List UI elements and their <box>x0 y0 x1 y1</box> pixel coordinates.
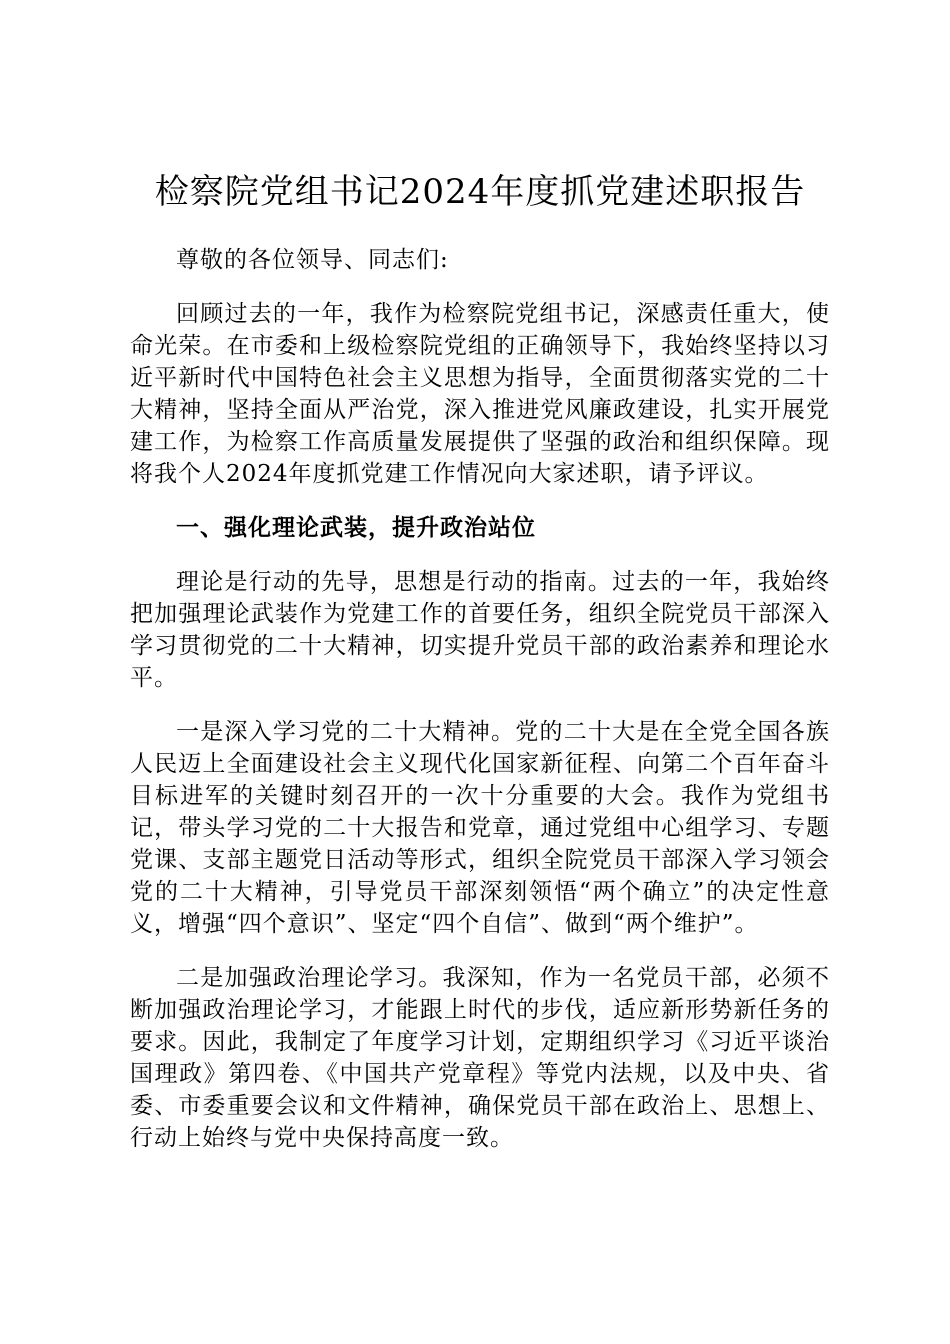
document-page <box>130 168 830 1176</box>
intro-paragraph: 回顾过去的一年，我作为检察院党组书记，深感责任重大，使命光荣。在市委和上级检察院党组的正确领导下，我始终坚持以习近平新时代中国特色社会主义思想为指导，全面贯彻落实党的二十大精神，坚持全面从严治党，深入推进党风廉政建设，扎实开展党建工作，为检察工作高质量发展提供了坚强的政治和组织保障。现将我个人2024年度抓党建工作情况向大家述职，请予评议。 <box>130 301 830 487</box>
salutation: 尊敬的各位领导、同志们: <box>176 247 449 273</box>
section-heading: 一、强化理论武装，提升政治站位 <box>176 515 536 541</box>
section-paragraph: 二是加强政治理论学习。我深知，作为一名党员干部，必须不断加强政治理论学习，才能跟上时代的步伐，适应新形势新任务的要求。因此，我制定了年度学习计划，定期组织学习《习近平谈治国理政》第四卷、《中国共产党章程》等党内法规，以及中央、省委、市委重要会议和文件精神，确保党员干部在政治上、思想上、行动上始终与党中央保持高度一致。 <box>130 965 830 1151</box>
document-title: 检察院党组书记2024年度抓党建述职报告 <box>154 172 806 212</box>
section-paragraph: 理论是行动的先导，思想是行动的指南。过去的一年，我始终把加强理论武装作为党建工作的首要任务，组织全院党员干部深入学习贯彻党的二十大精神，切实提升党员干部的政治素养和理论水平。 <box>130 569 830 691</box>
section-paragraph: 一是深入学习党的二十大精神。党的二十大是在全党全国各族人民迈上全面建设社会主义现代化国家新征程、向第二个百年奋斗目标进军的关键时刻召开的一次十分重要的大会。我作为党组书记，带头学习党的二十大报告和党章，通过党组中心组学习、专题党课、支部主题党日活动等形式，组织全院党员干部深入学习领会党的二十大精神，引导党员干部深刻领悟“两个确立”的决定性意义，增强“四个意识”、坚定“四个自信”、做到“两个维护”。 <box>130 719 830 937</box>
